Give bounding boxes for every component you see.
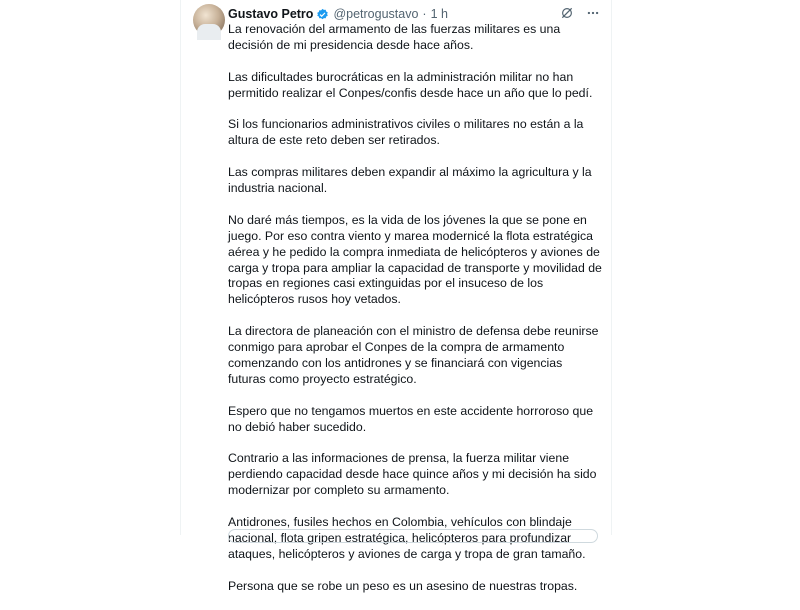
tweet-paragraph: La directora de planeación con el ministro de defensa debe reunirse conmigo para aprobar el Conpes de la compra de armamento comenzando con los antidrones y se financiará con vigencias futuras como proyecto estratégico. xyxy=(228,324,599,386)
more-options-icon[interactable] xyxy=(585,5,601,21)
tweet-paragraph: Espero que no tengamos muertos en este accidente horroroso que no debió haber sucedido. xyxy=(228,403,594,434)
tweet-timestamp[interactable]: 1 h xyxy=(430,7,448,21)
grok-icon[interactable] xyxy=(559,5,575,21)
author-handle[interactable]: @petrogustavo xyxy=(333,7,419,21)
tweet-card[interactable] xyxy=(180,0,612,593)
tweet-paragraph: Contrario a las informaciones de prensa, la fuerza militar viene perdiendo capacidad desde hace quince años y mi decisión ha sido modernizar por completo su armamento. xyxy=(228,451,597,498)
author-name[interactable]: Gustavo Petro xyxy=(228,7,314,21)
tweet-paragraph: La renovación del armamento de las fuerzas militares es una decisión de mi presidencia desde hace años. xyxy=(228,22,561,52)
embedded-media-card[interactable] xyxy=(228,529,598,543)
tweet-paragraph: Si los funcionarios administrativos civiles o militares no están a la altura de este reto deben ser retirados. xyxy=(228,117,584,148)
tweet-actions xyxy=(559,5,601,21)
tweet-paragraph: Antidrones, fusiles hechos en Colombia, vehículos con blindaje nacional, flota gripen estratégica, helicópteros para profundizar ataques, helicópteros y aviones de carga y tropa de gran tamaño. xyxy=(228,514,586,561)
tweet-paragraph: No daré más tiempos, es la vida de los jóvenes la que se pone en juego. Por eso contra viento y marea modernicé la flota estratégica aérea y he pedido la compra inmediata de helicópteros y aviones de carga y tropa para ampliar la capacidad de transporte y movilidad de tropas en regiones casi extinguidas por el insuceso de los helicópteros rusos hoy vetados. xyxy=(228,212,602,307)
tweet-paragraph: Las compras militares deben expandir al máximo la agricultura y la industria nacional. xyxy=(228,165,592,196)
verified-badge-icon xyxy=(316,8,329,21)
avatar[interactable] xyxy=(193,4,225,36)
tweet-paragraph: Las dificultades burocráticas en la administración militar no han permitido realizar el Conpes/confis desde hace un año que lo pedí. xyxy=(228,69,593,100)
tweet-header xyxy=(228,5,601,23)
avatar-shirt xyxy=(197,24,221,40)
tweet-text xyxy=(228,22,603,610)
tweet-paragraph: Persona que se robe un peso es un asesino de nuestras tropas. xyxy=(228,578,578,593)
separator-dot: · xyxy=(422,7,427,21)
